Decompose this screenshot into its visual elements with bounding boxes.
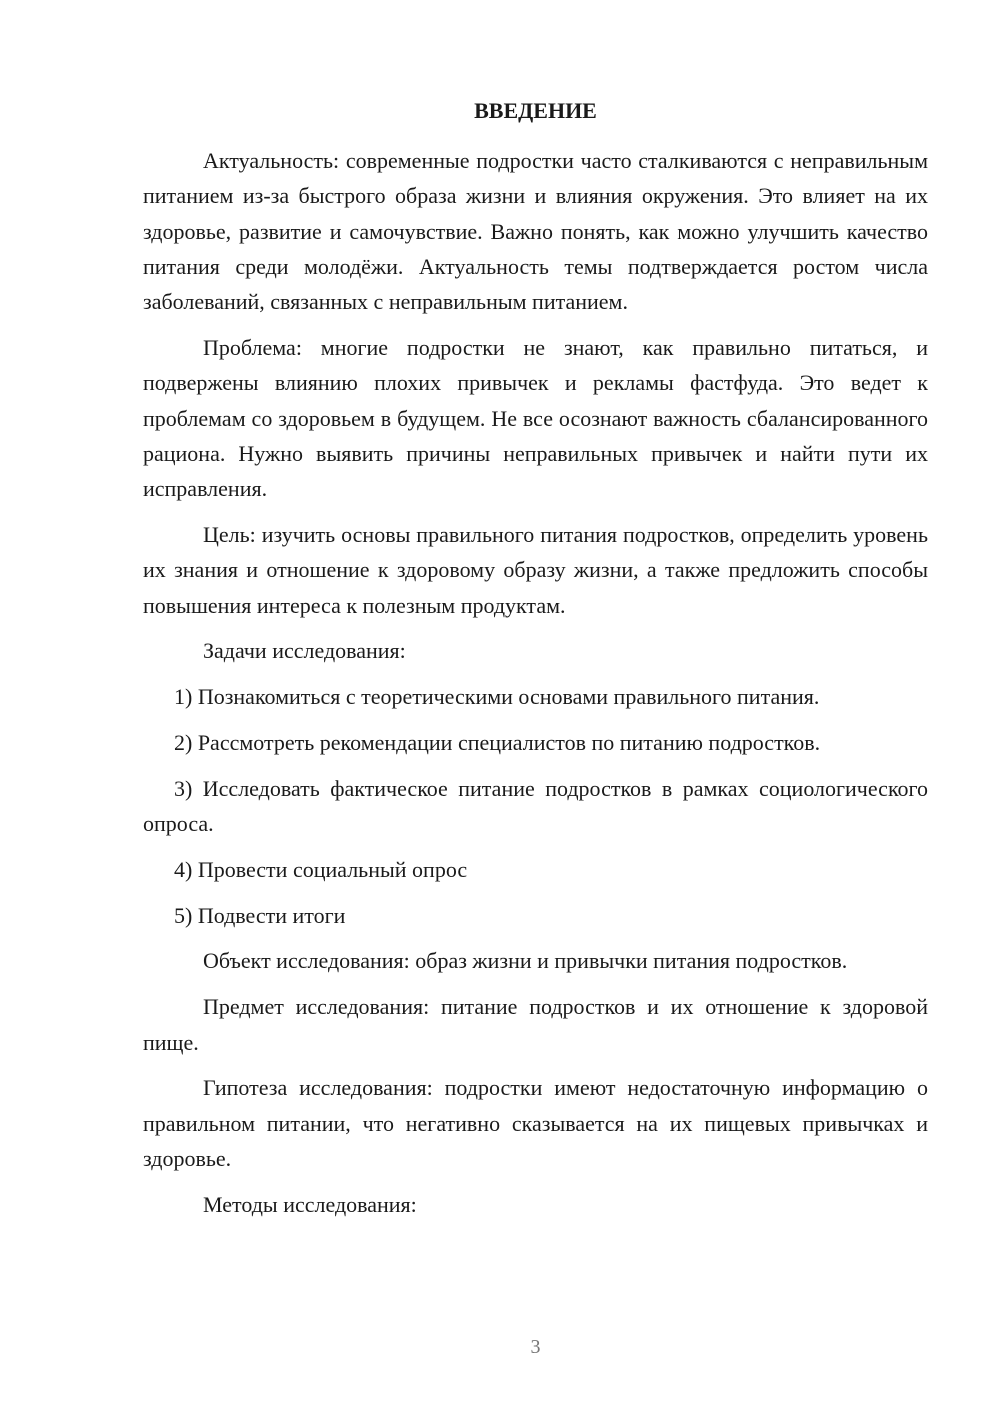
- section-title: ВВЕДЕНИЕ: [474, 98, 597, 123]
- task-item: 2) Рассмотреть рекомендации специалистов по питанию подростков.: [174, 729, 821, 755]
- research-object-paragraph: Объект исследования: образ жизни и привычки питания подростков.: [203, 948, 848, 974]
- page-number: 3: [530, 1336, 541, 1358]
- goal-paragraph: Цель: изучить основы правильного питания подростков, определить уровень их знания и отношение к здоровому образу жизни, а также предложить способы повышения интереса к полезным продуктам.: [143, 521, 928, 618]
- task-item: 4) Провести социальный опрос: [174, 856, 468, 882]
- document-body: [143, 143, 928, 1233]
- problem-paragraph: Проблема: многие подростки не знают, как правильно питаться, и подвержены влиянию плохих привычек и рекламы фастфуда. Это ведет к проблемам со здоровьем в будущем. Не все осознают важность сбалансированного рациона. Нужно выявить причины неправильных привычек и найти пути их исправления.: [143, 334, 928, 502]
- hypothesis-paragraph: Гипотеза исследования: подростки имеют недостаточную информацию о правильном питании, что негативно сказывается на их пищевых привычках и здоровье.: [143, 1075, 928, 1171]
- methods-heading: Методы исследования:: [203, 1191, 417, 1217]
- task-item: 3) Исследовать фактическое питание подростков в рамках социологического опроса.: [143, 775, 928, 837]
- task-item: 5) Подвести итоги: [174, 902, 346, 928]
- task-item: 1) Познакомиться с теоретическими основами правильного питания.: [174, 684, 820, 710]
- document-page: [143, 0, 928, 1414]
- relevance-paragraph: Актуальность: современные подростки часто сталкиваются с неправильным питанием из-за быстрого образа жизни и влияния окружения. Это влияет на их здоровье, развитие и самочувствие. Важно понять, как можно улучшить качество питания среди молодёжи. Актуальность темы подтверждается ростом числа заболеваний, связанных с неправильным питанием.: [143, 148, 928, 315]
- research-subject-paragraph: Предмет исследования: питание подростков и их отношение к здоровой пище.: [143, 994, 928, 1055]
- tasks-heading: Задачи исследования:: [203, 638, 406, 664]
